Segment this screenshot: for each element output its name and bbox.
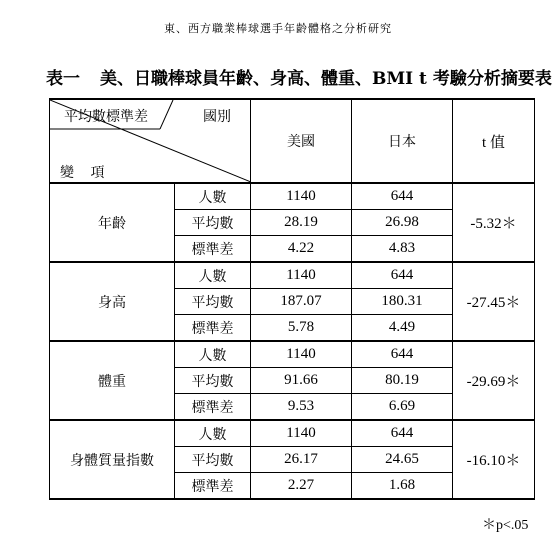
- us-value-cell: 5.78: [251, 315, 352, 342]
- stat-label-cell: 標準差: [175, 394, 251, 421]
- us-value-cell: 187.07: [251, 289, 352, 315]
- stat-label-cell: 平均數: [175, 368, 251, 394]
- jp-value-cell: 26.98: [352, 210, 453, 236]
- t-value-cell: -5.32＊: [453, 183, 535, 262]
- variable-cell: 體重: [50, 341, 175, 420]
- column-header-us: 美國: [251, 99, 352, 183]
- jp-value-cell: 644: [352, 183, 453, 210]
- us-value-cell: 1140: [251, 420, 352, 447]
- stat-label-cell: 人數: [175, 341, 251, 368]
- t-value-cell: -16.10＊: [453, 420, 535, 499]
- table-row: [50, 183, 535, 210]
- corner-country-label: 國別: [203, 109, 231, 125]
- table-row: [50, 420, 535, 447]
- us-value-cell: 28.19: [251, 210, 352, 236]
- us-value-cell: 1140: [251, 183, 352, 210]
- column-header-jp: 日本: [352, 99, 453, 183]
- stat-label-cell: 人數: [175, 420, 251, 447]
- column-header-t: t 值: [453, 99, 535, 183]
- jp-value-cell: 4.49: [352, 315, 453, 342]
- variable-cell: 年齡: [50, 183, 175, 262]
- variable-cell: 身體質量指數: [50, 420, 175, 499]
- jp-value-cell: 4.83: [352, 236, 453, 263]
- us-value-cell: 4.22: [251, 236, 352, 263]
- jp-value-cell: 6.69: [352, 394, 453, 421]
- table-caption: [46, 64, 552, 89]
- t-value-cell: -29.69＊: [453, 341, 535, 420]
- corner-stats-label: 平均數標準差: [64, 109, 148, 125]
- stat-label-cell: 標準差: [175, 236, 251, 263]
- table-number: 表一: [46, 69, 80, 89]
- t-test-summary-table: [49, 98, 535, 500]
- table-row: [50, 341, 535, 368]
- stat-label-cell: 平均數: [175, 289, 251, 315]
- stat-label-cell: 標準差: [175, 473, 251, 500]
- us-value-cell: 2.27: [251, 473, 352, 500]
- jp-value-cell: 24.65: [352, 447, 453, 473]
- stat-label-cell: 平均數: [175, 210, 251, 236]
- jp-value-cell: 80.19: [352, 368, 453, 394]
- table-row: [50, 262, 535, 289]
- corner-header-cell: [50, 99, 251, 183]
- stat-label-cell: 標準差: [175, 315, 251, 342]
- stat-label-cell: 人數: [175, 262, 251, 289]
- us-value-cell: 26.17: [251, 447, 352, 473]
- us-value-cell: 9.53: [251, 394, 352, 421]
- variable-cell: 身高: [50, 262, 175, 341]
- table-title: 美、日職棒球員年齡、身高、體重、BMI t 考驗分析摘要表: [100, 69, 552, 89]
- jp-value-cell: 644: [352, 420, 453, 447]
- stat-label-cell: 平均數: [175, 447, 251, 473]
- corner-variable-label: 變 項: [60, 165, 111, 181]
- stat-label-cell: 人數: [175, 183, 251, 210]
- jp-value-cell: 1.68: [352, 473, 453, 500]
- us-value-cell: 91.66: [251, 368, 352, 394]
- t-value-cell: -27.45＊: [453, 262, 535, 341]
- us-value-cell: 1140: [251, 341, 352, 368]
- page-header: 東、西方職業棒球選手年齡體格之分析研究: [164, 22, 392, 35]
- us-value-cell: 1140: [251, 262, 352, 289]
- jp-value-cell: 644: [352, 341, 453, 368]
- significance-footnote: ＊p<.05: [482, 518, 529, 533]
- jp-value-cell: 180.31: [352, 289, 453, 315]
- jp-value-cell: 644: [352, 262, 453, 289]
